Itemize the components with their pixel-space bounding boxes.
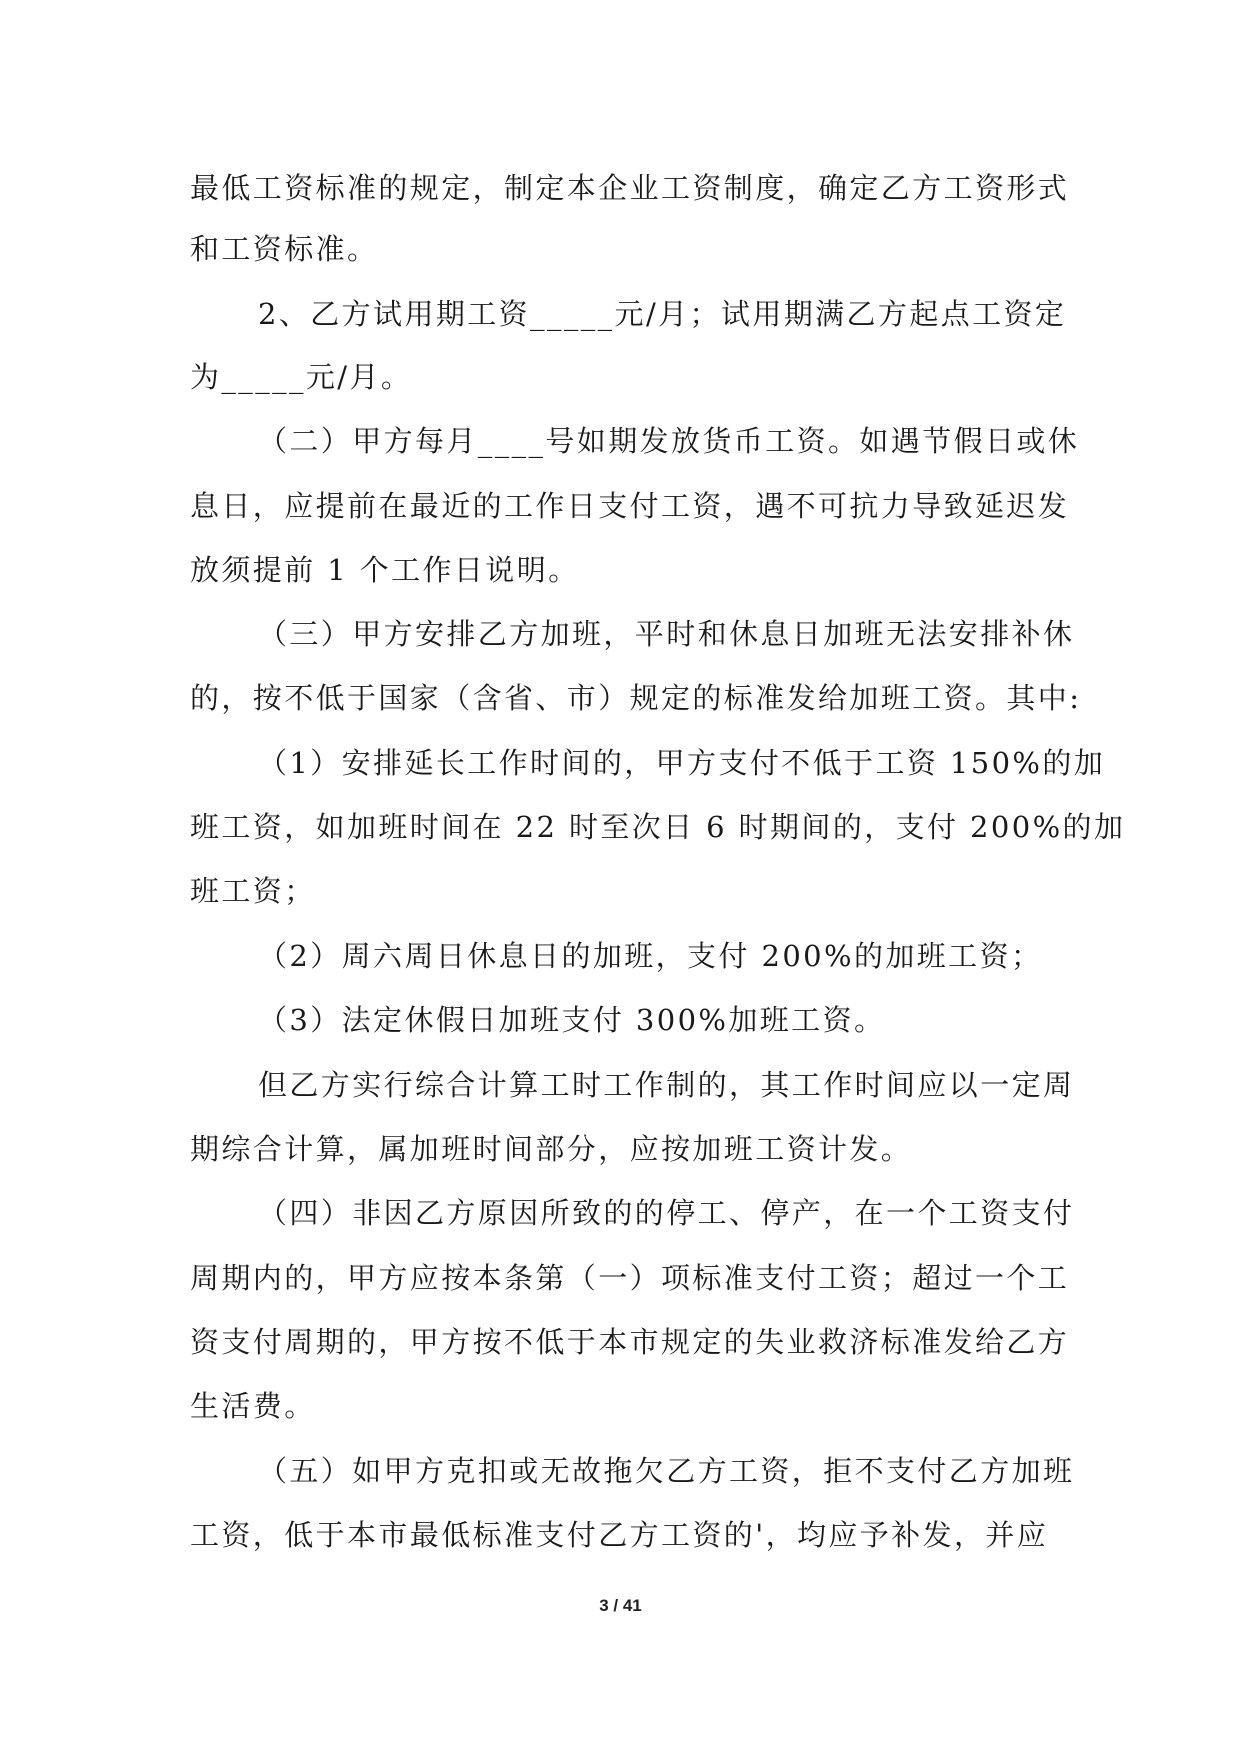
text-line: 资支付周期的，甲方按不低于本市规定的失业救济标准发给乙方 (190, 1325, 1070, 1359)
text-line: 的，按不低于国家（含省、市）规定的标准发给加班工资。其中: (190, 681, 1082, 715)
text-line: 期综合计算，属加班时间部分，应按加班工资计发。 (190, 1132, 913, 1166)
text-line: （三）甲方安排乙方加班，平时和休息日加班无法安排补休 (258, 617, 1075, 651)
text-line: 为_____元/月。 (190, 360, 413, 394)
text-line: （2）周六周日休息日的加班，支付 200%的加班工资； (258, 939, 1043, 973)
text-line: （四）非因乙方原因所致的的停工、停产，在一个工资支付 (258, 1196, 1075, 1230)
text-line: 但乙方实行综合计算工时工作制的，其工作时间应以一定周 (258, 1068, 1075, 1102)
text-line: 和工资标准。 (190, 232, 379, 266)
page-number: 3 / 41 (599, 1596, 642, 1615)
text-line: 工资，低于本市最低标准支付乙方工资的'，均应予补发，并应 (190, 1518, 1049, 1552)
text-line: （二）甲方每月____号如期发放货币工资。如遇节假日或休 (258, 424, 1080, 458)
text-line: （1）安排延长工作时间的，甲方支付不低于工资 150%的加 (258, 746, 1106, 780)
text-line: 班工资； (190, 874, 316, 908)
text-line: 班工资，如加班时间在 22 时至次日 6 时期间的，支付 200%的加 (190, 810, 1126, 844)
text-line: 最低工资标准的规定，制定本企业工资制度，确定乙方工资形式 (190, 171, 1070, 205)
text-line: 生活费。 (190, 1389, 316, 1423)
text-line: （五）如甲方克扣或无故拖欠乙方工资，拒不支付乙方加班 (258, 1454, 1075, 1488)
text-line: 周期内的，甲方应按本条第（一）项标准支付工资；超过一个工 (190, 1261, 1070, 1295)
text-line: （3）法定休假日加班支付 300%加班工资。 (258, 1003, 886, 1037)
text-line: 息日，应提前在最近的工作日支付工资，遇不可抗力导致延迟发 (190, 489, 1070, 523)
text-line: 2、乙方试用期工资_____元/月；试用期满乙方起点工资定 (258, 297, 1067, 331)
text-line: 放须提前 1 个工作日说明。 (190, 553, 580, 587)
